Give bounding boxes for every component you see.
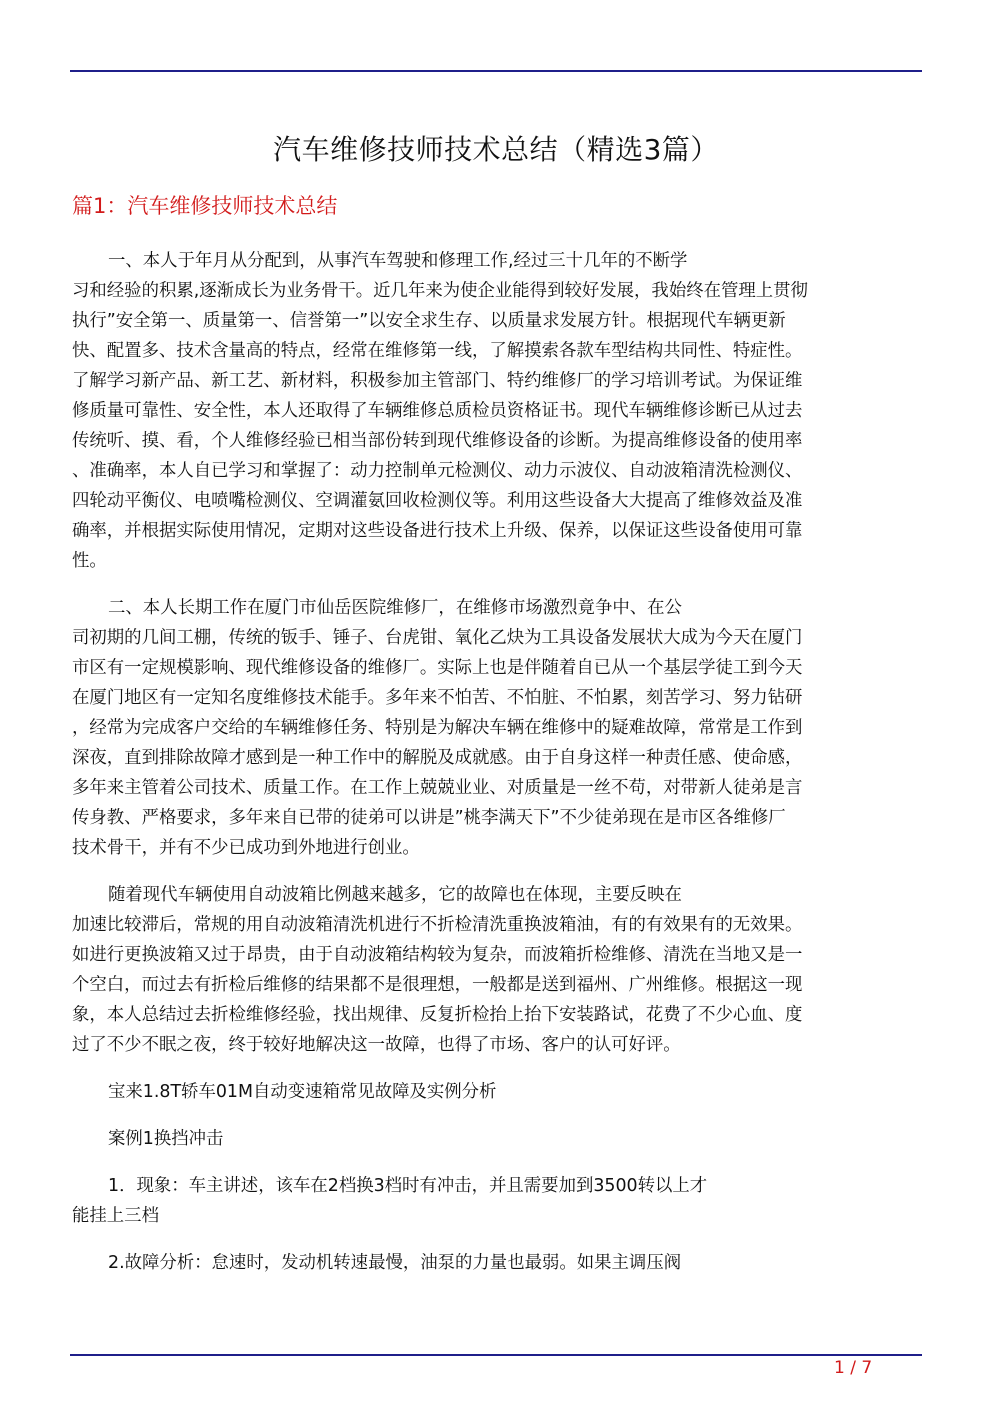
text-line: 1．现象：车主讲述，该车在2档换3档时有冲击，并且需要加到3500转以上才 bbox=[108, 1176, 708, 1196]
text-line: 修质量可靠性、安全性，本人还取得了车辆维修总质检员资格证书。现代车辆维修诊断已从过去 bbox=[72, 401, 803, 421]
paragraph-6 bbox=[72, 1171, 918, 1231]
paragraph-5 bbox=[72, 1124, 918, 1154]
text-line: 快、配置多、技术含量高的特点，经常在维修第一线，了解摸索各款车型结构共同性、特症性。 bbox=[72, 341, 803, 361]
text-line: 过了不少不眠之夜，终于较好地解决这一故障，也得了市场、客户的认可好评。 bbox=[72, 1035, 681, 1055]
text-line: 二、本人长期工作在厦门市仙岳医院维修厂，在维修市场激烈竟争中、在公 bbox=[108, 598, 682, 618]
text-line: 、准确率，本人自已学习和掌握了：动力控制单元检测仪、动力示波仪、自动波箱清洗检测仪、 bbox=[72, 461, 803, 481]
page-title: 汽车维修技师技术总结（精选3篇） bbox=[273, 133, 719, 166]
text-line: 加速比较滞后，常规的用自动波箱清洗机进行不折检清洗重换波箱油，有的有效果有的无效果。 bbox=[72, 915, 803, 935]
text-line: 在厦门地区有一定知名度维修技术能手。多年来不怕苦、不怕脏、不怕累，刻苦学习、努力钻研 bbox=[72, 688, 803, 708]
text-line: 如进行更换波箱又过于昂贵，由于自动波箱结构较为复杂，而波箱折检维修、清洗在当地又是一 bbox=[72, 945, 803, 965]
paragraph-3 bbox=[72, 880, 918, 1060]
text-line: 深夜，直到排除故障才感到是一种工作中的解脱及成就感。由于自身这样一种责任感、使命感， bbox=[72, 748, 803, 768]
text-line: 宝来1.8T轿车01M自动变速箱常见故障及实例分析 bbox=[108, 1082, 497, 1102]
paragraph-4 bbox=[72, 1077, 918, 1107]
document-body bbox=[72, 246, 918, 1295]
paragraph-7 bbox=[72, 1248, 918, 1278]
text-line: 个空白，而过去有折检后维修的结果都不是很理想，一般都是送到福州、广州维修。根据这一现 bbox=[72, 975, 803, 995]
text-line: 技术骨干，并有不少已成功到外地进行创业。 bbox=[72, 838, 420, 858]
text-line: 四轮动平衡仪、电喷嘴检测仪、空调灌氨回收检测仪等。利用这些设备大大提高了维修效益及准 bbox=[72, 491, 803, 511]
text-line: 随着现代车辆使用自动波箱比例越来越多，它的故障也在体现，主要反映在 bbox=[108, 885, 682, 905]
text-line: 确率，并根据实际使用情况，定期对这些设备进行技术上升级、保养，以保证这些设备使用可靠 bbox=[72, 521, 803, 541]
text-line: ，经常为完成客户交给的车辆维修任务、特别是为解决车辆在维修中的疑难故障，常常是工作到 bbox=[72, 718, 803, 738]
text-line: 习和经验的积累,逐渐成长为业务骨干。近几年来为使企业能得到较好发展，我始终在管理上贯彻 bbox=[72, 281, 808, 301]
text-line: 性。 bbox=[72, 551, 107, 571]
section-heading: 篇1：汽车维修技师技术总结 bbox=[72, 194, 338, 218]
text-line: 一、本人于年月从分配到，从事汽车驾驶和修理工作,经过三十几年的不断学 bbox=[108, 251, 688, 271]
text-line: 案例1换挡冲击 bbox=[108, 1129, 224, 1149]
paragraph-2 bbox=[72, 593, 918, 863]
paragraph-1 bbox=[72, 246, 918, 576]
text-line: 能挂上三档 bbox=[72, 1206, 159, 1226]
text-line: 市区有一定规模影响、现代维修设备的维修厂。实际上也是伴随着自已从一个基层学徒工到今天 bbox=[72, 658, 803, 678]
text-line: 传统听、摸、看，个人维修经验已相当部份转到现代维修设备的诊断。为提高维修设备的使用率 bbox=[72, 431, 803, 451]
header-rule bbox=[70, 70, 922, 72]
text-line: 象，本人总结过去折检维修经验，找出规律、反复折检抬上抬下安装路试，花费了不少心血、度 bbox=[72, 1005, 803, 1025]
text-line: 2.故障分析：怠速时，发动机转速最慢，油泵的力量也最弱。如果主调压阀 bbox=[108, 1253, 682, 1273]
text-line: 传身教、严格要求，多年来自已带的徒弟可以讲是”桃李满天下”不少徒弟现在是市区各维修厂 bbox=[72, 808, 786, 828]
page-number: 1 / 7 bbox=[834, 1358, 873, 1378]
text-line: 执行”安全第一、质量第一、信誉第一”以安全求生存、以质量求发展方针。根据现代车辆更新 bbox=[72, 311, 786, 331]
footer-rule bbox=[70, 1354, 922, 1356]
text-line: 了解学习新产品、新工艺、新材料，积极参加主管部门、特约维修厂的学习培训考试。为保证维 bbox=[72, 371, 803, 391]
text-line: 司初期的几间工棚，传统的钣手、锤子、台虎钳、氧化乙炔为工具设备发展状大成为今天在厦门 bbox=[72, 628, 803, 648]
text-line: 多年来主管着公司技术、质量工作。在工作上兢兢业业、对质量是一丝不苟，对带新人徒弟是言 bbox=[72, 778, 803, 798]
